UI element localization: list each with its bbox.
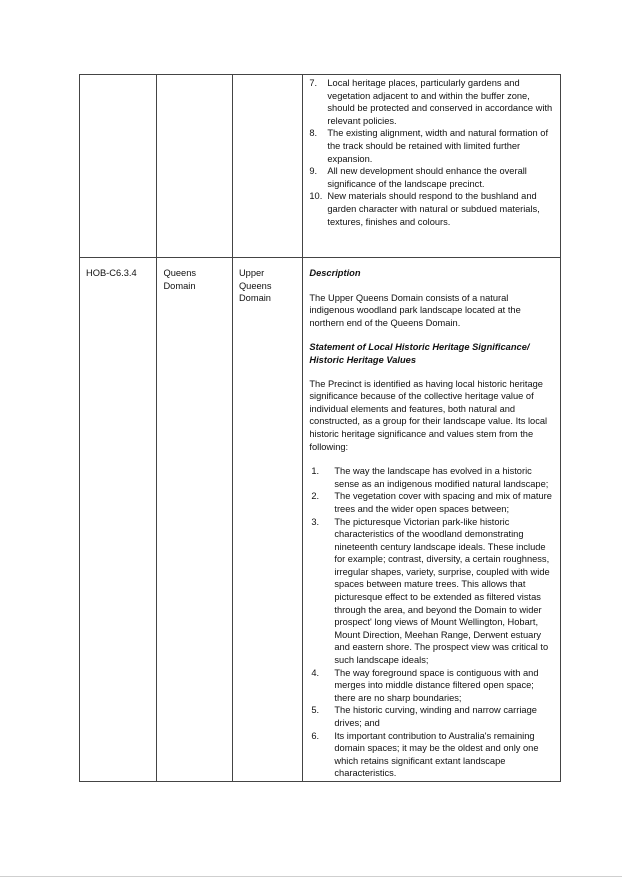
- continuation-list: [309, 77, 554, 228]
- list-item: [311, 516, 555, 667]
- list-item: [311, 704, 555, 729]
- precinct-locality: Queens Domain: [157, 258, 232, 782]
- table-cell-empty: [80, 75, 157, 258]
- list-number: 2.: [311, 491, 320, 502]
- list-text: The existing alignment, width and natural formation of the track should be retained with limited further expansion.: [327, 128, 549, 164]
- list-item: [311, 465, 555, 490]
- page-divider: [0, 876, 622, 877]
- table-row: [80, 75, 561, 258]
- list-item: [311, 667, 555, 705]
- description-text: The Upper Queens Domain consists of a natural indigenous woodland park landscape located at the northern end of the Queens Domain.: [309, 292, 521, 328]
- heritage-values-list: [309, 465, 555, 780]
- list-number: 8.: [309, 128, 318, 139]
- list-item: [309, 77, 554, 127]
- description-heading: Description: [309, 268, 361, 278]
- list-text: The way foreground space is contiguous with and merges into middle distance filtered open space; there are no sharp boundaries;: [334, 667, 539, 703]
- list-text: New materials should respond to the bushland and garden character with natural or subdued materials, textures, finishes and colours.: [327, 191, 540, 227]
- list-text: Local heritage places, particularly gardens and vegetation adjacent to and within the buffer zone, should be protected and conserved in accordance with relevant policies.: [327, 78, 553, 126]
- precinct-details-cell: [303, 258, 561, 782]
- list-number: 6.: [311, 730, 320, 741]
- list-text: The way the landscape has evolved in a historic sense as an indigenous modified natural landscape;: [334, 466, 549, 489]
- list-text: The picturesque Victorian park-like historic characteristics of the woodland demonstrating nineteenth century landscape ideals. These include for example; contrast, diversity, a certain roughness, irregular shapes, variety, surprise, coupled with wide spaces between mature trees. This allows that picturesque effect to be extended as filtered vistas through the area, and beyond the Domain to wider prospect' long views of Mount Wellington, Hobart, Mount Direction, Meehan Range, Derwent estuary and eastern shore. The prospect view was critical to such landscape ideals;: [334, 516, 550, 666]
- list-number: 7.: [309, 78, 318, 88]
- list-item: [311, 730, 555, 780]
- list-number: 1.: [311, 466, 320, 477]
- list-item: [311, 490, 555, 515]
- significance-heading: Statement of Local Historic Heritage Significance/ Historic Heritage Values: [309, 342, 530, 365]
- significance-intro: The Precinct is identified as having local historic heritage significance because of the collective heritage value of individual elements and features, both natural and constructed, as a group for their landscape value. Its local historic heritage significance and values stem from the following:: [309, 378, 548, 452]
- list-number: 5.: [311, 705, 320, 716]
- list-text: All new development should enhance the overall significance of the landscape precinct.: [327, 166, 527, 189]
- list-text: Its important contribution to Australia's remaining domain spaces; it may be the oldest and only one which retains significant extant landscape characteristics.: [334, 730, 539, 779]
- precinct-id: HOB-C6.3.4: [80, 258, 157, 782]
- list-text: The vegetation cover with spacing and mix of mature trees and the wider open spaces between;: [334, 491, 552, 514]
- table-cell-empty: [157, 75, 232, 258]
- list-number: 3.: [311, 516, 320, 527]
- list-number: 9.: [309, 166, 318, 177]
- precinct-name: Upper Queens Domain: [232, 258, 302, 782]
- list-text: The historic curving, winding and narrow carriage drives; and: [334, 705, 537, 728]
- list-item: [309, 165, 554, 190]
- continuation-cell: [303, 75, 561, 258]
- heritage-precinct-table: [79, 74, 561, 782]
- list-item: [309, 190, 554, 228]
- list-number: 10.: [309, 191, 323, 202]
- table-row: [80, 258, 561, 782]
- list-item: [309, 127, 554, 165]
- table-cell-empty: [232, 75, 302, 258]
- list-number: 4.: [311, 667, 320, 678]
